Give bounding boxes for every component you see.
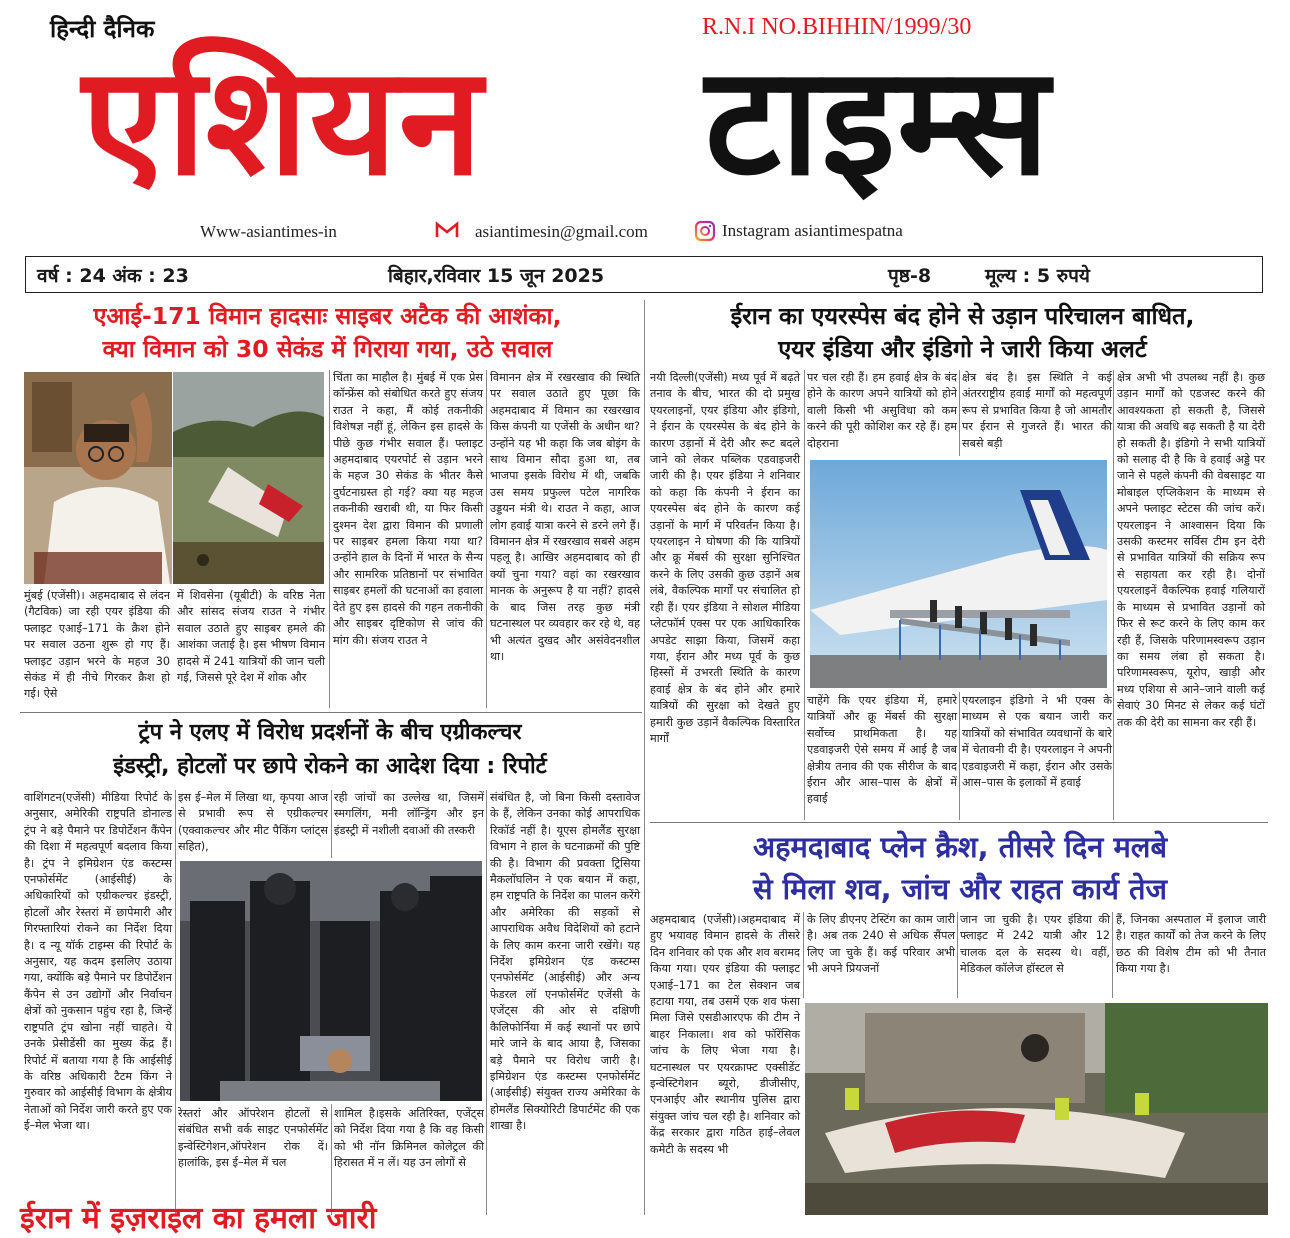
price: मूल्य : 5 रुपये bbox=[985, 265, 1090, 287]
rni-number: R.N.I NO.BIHHIN/1999/30 bbox=[702, 14, 972, 40]
article2-headline-line1: ईरान का एयरस्पेस बंद होने से उड़ान परिचालन बाधित, bbox=[730, 302, 1195, 330]
article3-col2-top: इस ई–मेल में लिखा था, कृपया आज से प्रभावी रूप से एग्रीकल्चर (एक्वाकल्चर और मीट पैकिंग प्लांट्स सहित), bbox=[178, 791, 328, 854]
article3-col1: वाशिंगटन(एजेंसी) मीडिया रिपोर्ट के अनुसार, अमेरिकी राष्ट्रपति डोनाल्ड ट्रंप ने बड़े पैमाने पर डिपोर्टेशन कैंपेन की दिशा में महत्वपूर्ण बदलाव किया है। ट्रंप ने इमिग्रेशन एंड कस्टम्स एनफोर्समेंट (आईसीई) के अधिकारियों को एग्रीकल्चर इंडस्ट्री, होटलों और रेस्तरां में छापेमारी और गिरफ्तारियां रोकने का निर्देश दिया है। द न्यू यॉर्क टाइम्स की रिपोर्ट के अनुसार, यह कदम इसलिए उठाया गया, क्योंकि बड़े पैमाने पर डिपोर्टेशन कैंपेन से उन उद्योगों और निर्वाचन क्षेत्रों को नुकसान पहुंच रहा है, जिन्हें राष्ट्रपति ट्रंप खोना नहीं चाहते। ये उनके प्रेसीडेंसी का मुख्य केंद्र हैं। रिपोर्ट में बताया गया है कि आईसीई के वरिष्ठ अधिकारी टैटम किंग ने गुरुवार को आईसीई विभाग के क्षेत्रीय नेताओं को निर्देश जारी करते हुए एक ई–मेल भेजा था। bbox=[24, 791, 172, 1133]
website-link[interactable]: Www-asiantimes-in bbox=[200, 222, 337, 241]
crash-wreckage-photo bbox=[805, 1003, 1268, 1215]
bottom-teaser-headline: ईरान में इज़राइल का हमला जारी bbox=[20, 1201, 377, 1236]
masthead-tagline: हिन्दी दैनिक bbox=[50, 15, 155, 43]
article4-col2: के लिए डीएनए टेस्टिंग का काम जारी है। अब तक 240 से अधिक सैंपल लिए जा चुके हैं। कई परिवार अभी भी अपने प्रियजनों bbox=[807, 913, 955, 976]
article3-col3-bottom: शामिल है।इसके अतिरिक्त, एजेंट्स को निर्देश दिया गया है कि वह किसी को भी नॉन क्रिमिनल कोलेट्रल की हिरासत में न लें। यह उन लोगों से bbox=[334, 1107, 484, 1170]
article1-col3: चिंता का माहौल है। मुंबई में एक प्रेस कॉन्फ्रेंस को संबोधित करते हुए संजय राउत ने कहा, मैं कोई तकनीकी विशेषज्ञ नहीं हूं, लेकिन इस हादसे के पीछे कुछ गंभीर सवाल हैं। फ्लाइट अहमदाबाद एयरपोर्ट से उड़ान भरने के महज 30 सेकंड के भीतर कैसे दुर्घटनाग्रस्त हो गई? क्या यह महज तकनीकी खराबी थी, या फिर किसी दुश्मन देश द्वारा विमान की प्रणाली पर साइबर हमला किया गया था? उन्होंने हाल के दिनों में भारत के सैन्य और सामरिक प्रतिष्ठानों पर संभावित साइबर हमलों की घटनाओं का हवाला देते हुए इस हादसे की गहन तकनीकी और साइबर दृष्टिकोण से जांच की मांग की। संजय राउत ने bbox=[333, 371, 483, 647]
crashed-tail-photo bbox=[173, 372, 324, 584]
article1-col2: में शिवसेना (यूबीटी) के वरिष्ठ नेता और सांसद संजय राउत ने गंभीर सवाल उठाते हुए साइबर हमले की आशंका जताई है। इस भीषण विमान हादसे में 241 यात्रियों की जान चली गई, जिससे पूरे देश में शोक और bbox=[177, 589, 325, 685]
masthead-title-red: एशियन bbox=[82, 35, 485, 209]
sanjay-raut-photo bbox=[24, 372, 172, 584]
article3-headline-line1: ट्रंप ने एलए में विरोध प्रदर्शनों के बीच एग्रीकल्चर bbox=[138, 720, 522, 745]
page-number: पृष्ठ-8 bbox=[888, 265, 932, 287]
email-link[interactable]: asiantimesin@gmail.com bbox=[475, 222, 648, 241]
article3-col2-bottom: रेस्तरां और ऑपरेशन होटलों से संबंधित सभी वर्क साइट एनफोर्समेंट इन्वेस्टिगेशन,ऑपरेशन रोक दें। हालांकि, इस ई–मेल में चल bbox=[178, 1107, 328, 1170]
article2-col2-bottom: चाहेंगे कि एयर इंडिया में, हमारे यात्रियों और क्रू मेंबर्स की सुरक्षा सर्वोच्च प्राथमिकता है। यह एडवाइजरी ऐसे समय में आई है जब क्षेत्रीय तनाव की एक सीरीज के बाद ईरान और आस–पास के क्षेत्रों में हवाई bbox=[807, 694, 957, 806]
article4-headline-line2: से मिला शव, जांच और राहत कार्य तेज bbox=[752, 872, 1168, 906]
gmail-icon bbox=[436, 222, 458, 238]
article2-col2-top: पर चल रही हैं। हम हवाई क्षेत्र के बंद होने के कारण अपने यात्रियों को होने वाली किसी भी असुविधा को कम करने की पूरी कोशिश कर रहे हैं। हम दोहराना bbox=[807, 371, 957, 450]
masthead-title-black: टाइम्स bbox=[705, 35, 1052, 209]
article4-headline-line1: अहमदाबाद प्लेन क्रैश, तीसरे दिन मलबे bbox=[752, 830, 1168, 864]
instagram-icon bbox=[695, 221, 715, 241]
article2-col3-top: क्षेत्र बंद है। इस स्थिति ने कई अंतरराष्ट्रीय हवाई मार्गों को महत्वपूर्ण रूप से प्रभावित किया है जो आमतौर पर ईरान से गुजरते हैं। भारत की सबसे बड़ी bbox=[962, 371, 1112, 450]
issue-number: वर्ष : 24 अंक : 23 bbox=[37, 265, 189, 287]
article2-col4: क्षेत्र अभी भी उपलब्ध नहीं है। कुछ उड़ान मार्गों को एडजस्ट करने की आवश्यकता हो सकती है, जिससे यात्रा की अवधि बढ़ सकती है या देरी हो सकती है। इंडिगो ने सभी यात्रियों को सलाह दी है कि वे हवाई अड्डे पर जाने से पहले कंपनी की वेबसाइट या मोबाइल एप्लिकेशन के माध्यम से अपने फ्लाइट स्टेटस की जांच करें। एयरलाइन ने आश्वासन दिया कि उसकी कस्टमर सर्विस टीम इन देरी से प्रभावित यात्रियों की सक्रिय रूप से सहायता कर रही है। दोनों एयरलाइनें वैकल्पिक हवाई गलियारों के माध्यम से प्रभावित उड़ानों को फिर से रूट करने के लिए काम कर रही हैं, जिसके परिणामस्वरूप उड़ान का समय लंबा हो सकता है। परिणामस्वरूप, यूरोप, खाड़ी और मध्य एशिया से आने–जाने वाली कई सेवाएं 30 मिनट से लेकर कई घंटों तक की देरी का सामना कर रही हैं। bbox=[1117, 371, 1265, 729]
instagram-link[interactable]: Instagram asiantimespatna bbox=[722, 221, 903, 240]
article1-col1: मुंबई (एजेंसी)। अहमदाबाद से लंदन (गैटविक) जा रही एयर इंडिया की फ्लाइट एआई–171 के क्रैश होने पर सवाल उठना शुरू हो गए हैं। फ्लाइट उड़ान भरने के महज 30 सेकंड में ही नीचे गिरकर क्रैश हो गई। ऐसे bbox=[24, 589, 170, 701]
article4-col3: जान जा चुकी है। एयर इंडिया की फ्लाइट में 242 यात्री और 12 चालक दल के सदस्य थे। वहीं, मेडिकल कॉलेज हॉस्टल से bbox=[960, 913, 1110, 976]
article3-col3-top: रही जांचों का उल्लेख था, जिसमें स्मगलिंग, मनी लॉन्ड्रिंग और इन इंडस्ट्री में नशीली दवाओं की तस्करी bbox=[334, 791, 484, 837]
article1-headline-line2: क्या विमान को 30 सेकंड में गिराया गया, उठे सवाल bbox=[102, 335, 553, 363]
article3-headline-line2: इंडस्ट्री, होटलों पर छापे रोकने का आदेश दिया : रिपोर्ट bbox=[113, 754, 547, 779]
article1-col4: विमानन क्षेत्र में रखरखाव की स्थिति पर सवाल उठाते हुए पूछा कि अहमदाबाद में विमान का रखरखाव किस कंपनी या एजेंसी के अधीन था? उन्होंने यह भी कहा कि जब बोइंग के साथ विमान सौदा हुआ था, तब भाजपा इसके विरोध में थी, जबकि उस समय प्रफुल्ल पटेल नागरिक उड्डयन मंत्री थे। राउत ने कहा, आज लोग हवाई यात्रा करने से डरने लगे हैं। विमानन क्षेत्र में रखरखाव सबसे अहम पहलू है। आखिर अहमदाबाद को ही क्यों चुना गया? वहां का रखरखाव मानक के अनुरूप है या नहीं? हादसे के बाद जिस तरह कुछ मंत्री घटनास्थल पर व्यवहार कर रहे थे, वह भी अत्यंत दुखद और असंवेदनशील था। bbox=[490, 371, 640, 663]
article2-col3-bottom: एयरलाइन इंडिगो ने भी एक्स के माध्यम से एक बयान जारी कर यात्रियों को संभावित व्यवधानों के बारे में चेतावनी दी है। एयरलाइन ने अपनी एडवाइजरी में कहा, ईरान और उसके आस–पास के इलाकों में हवाई bbox=[962, 694, 1112, 790]
article1-headline-line1: एआई-171 विमान हादसाः साइबर अटैक की आशंका, bbox=[93, 302, 562, 330]
article2-col1: नयी दिल्ली(एजेंसी) मध्य पूर्व में बढ़ते तनाव के बीच, भारत की दो प्रमुख एयरलाइनों, एयर इंडिया और इंडिगो, ने ईरान के एयरस्पेस के बंद होने के कारण उड़ानों में देरी और रूट बदले जाने को लेकर पब्लिक एडवाइजरी जारी की है। एयर इंडिया ने शनिवार को कहा कि कंपनी ने ईरान का एयरस्पेस बंद होने के कारण कई उड़ानों के मार्ग में परिवर्तन किया है। एयरलाइन ने घोषणा की कि यात्रियों और क्रू मेंबर्स की सुरक्षा सुनिश्चित करने के लिए उसकी कुछ उड़ानें अब लंबे, वैकल्पिक मार्गों पर संचालित हो रही हैं। एयर इंडिया ने सोशल मीडिया प्लेटफॉर्म एक्स पर एक आधिकारिक अपडेट साझा किया, जिसमें कहा गया, ईरान और मध्य पूर्व के कुछ हिस्सों में उभरती स्थिति के कारण हवाई क्षेत्र के बंद होने और हमारे यात्रियों की सुरक्षा को देखते हुए हमारी कुछ उड़ानें वैकल्पिक विस्तारित मार्गों bbox=[650, 371, 800, 745]
article3-col4: संबंधित है, जो बिना किसी दस्तावेज के हैं, लेकिन उनका कोई आपराधिक रिकॉर्ड नहीं है। यूएस होमलैंड सुरक्षा विभाग ने हाल के घटनाक्रमों की पुष्टि की है। विभाग की प्रवक्ता ट्रिसिया मैकलॉघलिन ने एक बयान में कहा, हम राष्ट्रपति के निर्देश का पालन करेंगे और अमेरिका की सड़कों से आपराधिक अवैध विदेशियों को हटाने के लिए काम करना जारी रखेंगे। यह निर्देश इमिग्रेशन एंड कस्टम्स एनफोर्समेंट (आईसीई) और अन्य फेडरल लॉ एनफोर्समेंट एजेंसी के एजेंट्स की ओर से दक्षिणी कैलिफोर्निया में कई स्थानों पर छापे मारे जाने के बाद आया है, जिसका बड़े पैमाने पर विरोध जारी है। इमिग्रेशन एंड कस्टम्स एनफोर्समेंट (आईसीई) संयुक्त राज्य अमेरिका के होमलैंड सिक्योरिटी डिपार्टमेंट की एक शाखा है। bbox=[490, 791, 640, 1133]
article2-headline-line2: एयर इंडिया और इंडिगो ने जारी किया अलर्ट bbox=[778, 335, 1147, 363]
airplane-boarding-photo bbox=[810, 460, 1107, 688]
article4-col4: हैं, जिनका अस्पताल में इलाज जारी है। राहत कार्यों को तेज करने के लिए छठ की विशेष टीम को भी तैनात किया गया है। bbox=[1116, 913, 1266, 976]
issue-date: बिहार,रविवार 15 जून 2025 bbox=[388, 265, 605, 287]
la-protest-photo bbox=[180, 861, 482, 1101]
article4-col1: अहमदाबाद (एजेंसी)।अहमदाबाद में हुए भयावह विमान हादसे के तीसरे दिन शनिवार को एक और शव बरामद किया गया। एयर इंडिया की फ्लाइट एआई–171 का टेल सेक्शन जब हटाया गया, तब उसमें एक शव फंसा मिला जिसे एसडीआरएफ की टीम ने बाहर निकाला। शव को फॉरेंसिक जांच के लिए भेजा गया है। घटनास्थल पर एयरक्राफ्ट एक्सीडेंट इन्वेस्टिगेशन ब्यूरो, डीजीसीए, एनआईए और स्थानीय पुलिस द्वारा संयुक्त जांच चल रही है। शनिवार को केंद्र सरकार द्वारा गठित हाई–लेवल कमेटी के सदस्य भी bbox=[650, 913, 800, 1156]
